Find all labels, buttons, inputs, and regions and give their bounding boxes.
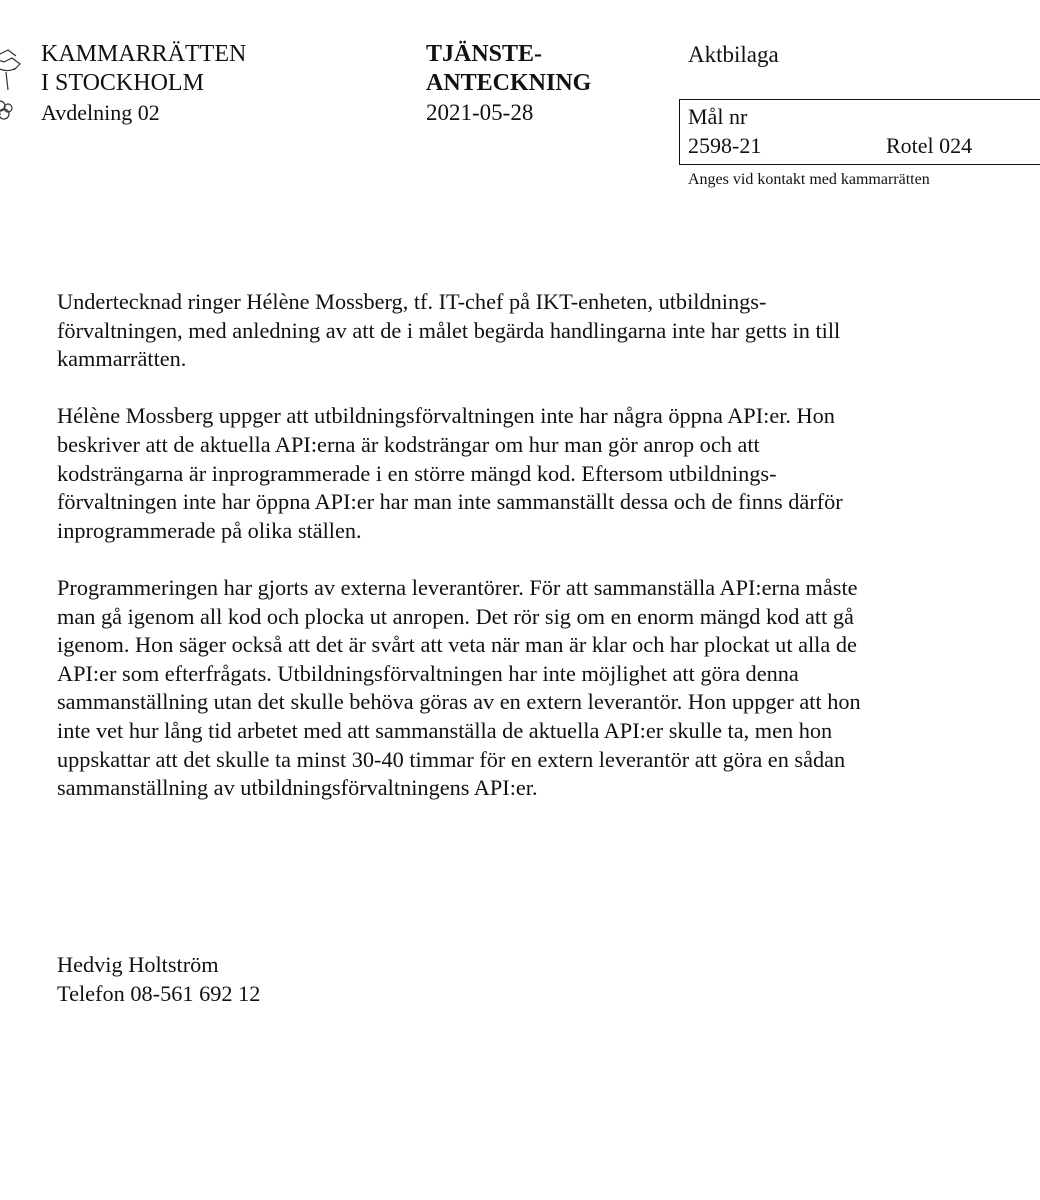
court-emblem-icon [0, 44, 38, 124]
text-line: igenom. Hon säger också att det är svårt att veta när man är klar och har plockat ut alla de [57, 632, 857, 658]
document-type [426, 40, 591, 127]
paragraph-2 [57, 402, 1017, 545]
paragraph-1 [57, 288, 1017, 374]
court-name-line1: KAMMARRÄTTEN [41, 41, 247, 67]
court-header [41, 40, 246, 127]
text-line: inte vet hur lång tid arbetet med att sammanställa de aktuella API:er skulle ta, men hon [57, 717, 833, 743]
contact-note: Anges vid kontakt med kammarrätten [688, 171, 930, 188]
department: Avdelning 02 [41, 100, 160, 125]
paragraph-3 [57, 574, 1017, 803]
text-line: sammanställning av utbildningsförvaltningens API:er. [57, 775, 538, 801]
text-line: Hélène Mossberg uppger att utbildningsförvaltningen inte har några öppna API:er. Hon [57, 403, 835, 429]
text-line: Programmeringen har gjorts av externa leverantörer. För att sammanställa API:erna måste [57, 574, 858, 600]
text-line: förvaltningen inte har öppna API:er har man inte sammanställt dessa och de finns därför [57, 489, 843, 515]
text-line: Undertecknad ringer Hélène Mossberg, tf. IT-chef på IKT-enheten, utbildnings- [57, 289, 767, 314]
note-body [57, 288, 1017, 831]
document-date: 2021-05-28 [426, 100, 534, 125]
aktbilaga-label: Aktbilaga [688, 42, 779, 67]
case-label: Mål nr [688, 104, 748, 129]
doc-type-line1: TJÄNSTE- [426, 41, 543, 67]
text-line: kammarrätten. [57, 346, 187, 372]
signatory-name: Hedvig Holtström [57, 952, 219, 977]
case-number: 2598-21 [688, 133, 762, 158]
signatory-phone: Telefon 08-561 692 12 [57, 981, 261, 1006]
text-line: man gå igenom all kod och plocka ut anropen. Det rör sig om en enorm mängd kod att gå [57, 603, 854, 629]
court-name-line2: I STOCKHOLM [41, 70, 204, 96]
doc-type-line2: ANTECKNING [426, 70, 592, 96]
text-line: förvaltningen, med anledning av att de i målet begärda handlingarna inte har getts in till [57, 317, 841, 343]
signature-block [57, 950, 260, 1008]
text-line: sammanställning utan det skulle behöva göras av en extern leverantör. Hon uppger att hon [57, 689, 861, 715]
text-line: inprogrammerade på olika ställen. [57, 517, 362, 543]
text-line: API:er som efterfrågats. Utbildningsförvaltningen har inte möjlighet att göra denna [57, 660, 799, 686]
text-line: kodsträngarna är inprogrammerade i en större mängd kod. Eftersom utbildnings- [57, 460, 777, 486]
text-line: beskriver att de aktuella API:erna är kodsträngar om hur man gör anrop och att [57, 431, 760, 457]
case-number-box [679, 99, 1040, 165]
rotel-number: Rotel 024 [886, 133, 973, 158]
text-line: uppskattar att det skulle ta minst 30-40 timmar för en extern leverantör att göra en sådan [57, 746, 846, 772]
